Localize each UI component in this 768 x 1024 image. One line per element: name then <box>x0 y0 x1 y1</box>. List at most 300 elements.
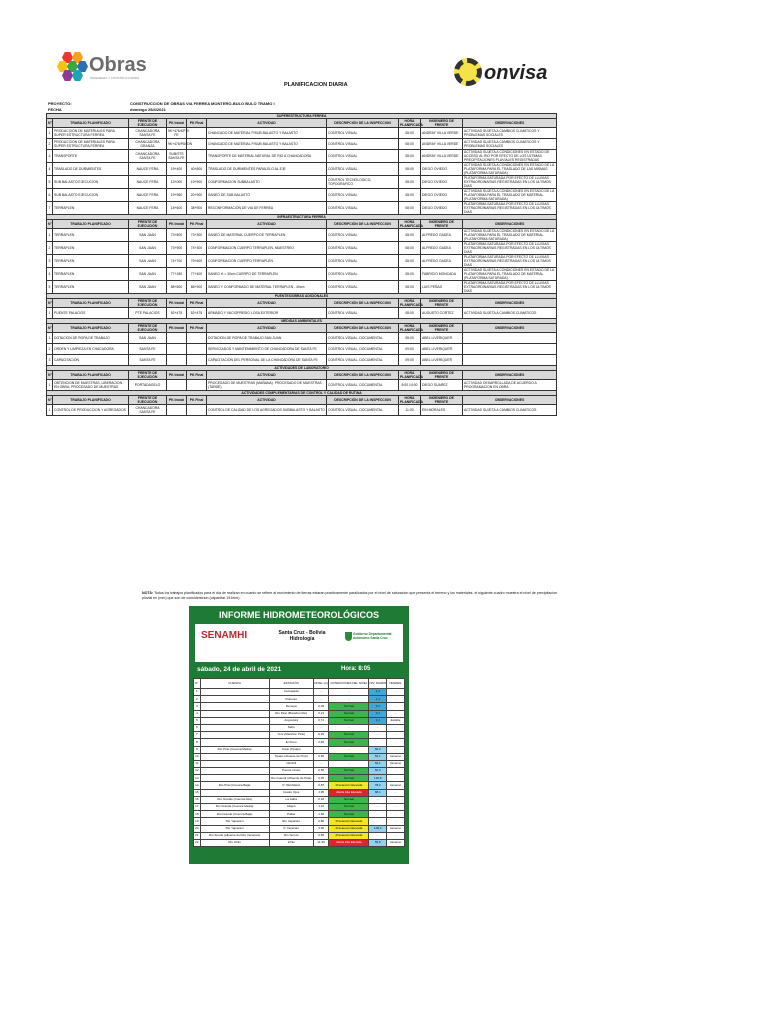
hydro-cell <box>200 732 269 739</box>
table-cell: PLATAFORMA SATURADA POR EFECTO DE LLUVIAS EXTRAORDINARIAS REGISTRADAS EN LOS ULTIMOS DIAS <box>463 281 557 294</box>
table-row <box>47 139 557 150</box>
table-cell: TERRAPLEN <box>53 229 129 242</box>
hydro-row <box>194 696 405 703</box>
table-cell: CONTROL TECNOLOGICO, TOPOGRAFICO <box>327 176 399 189</box>
hydro-cell: ... <box>387 796 405 803</box>
hydro-time-value: 8:05 <box>358 666 371 672</box>
hydro-cell <box>200 696 269 703</box>
table-cell: 2 <box>47 139 53 150</box>
hydro-cell: 0,25 <box>313 732 329 739</box>
column-header: N° <box>47 299 53 308</box>
hydro-column-header: CONDICIONES DEL NIVEL <box>329 679 369 689</box>
hydro-table <box>193 678 405 847</box>
table-cell: LUIS PEÑAS <box>421 281 463 294</box>
table-cell: CONFORMACION SUBBALASTO <box>207 176 327 189</box>
hydro-row <box>194 724 405 731</box>
hydro-cell: Normal <box>329 710 369 717</box>
table-cell: ALFREDO GADEA <box>421 229 463 242</box>
column-header: FRENTE DE EJECUCIÓN <box>129 396 167 405</box>
column-header: OBSERVACIONES <box>463 324 557 333</box>
table-cell: CONTROL VISUAL, DOCUMENTAL <box>327 405 399 416</box>
note-text: Todos los trabajos planificados para el día de realizan en cuanto se refiere al movimiento de tierras estaran practicamente paralizados por el nivel de saturacion que presenta el terreno y los materiales, el siguiente cuadro muestra el nivel de precipitacion pluvial en (mm) que son de consideracion (capacitar 191mm). <box>142 591 557 600</box>
hydro-cell: 88,1 <box>369 789 387 796</box>
hydro-cell: ... <box>369 724 387 731</box>
hydro-row <box>194 818 405 825</box>
hydro-cell: 0,80 <box>313 818 329 825</box>
hydro-cell: ... <box>387 818 405 825</box>
hydro-cell <box>200 710 269 717</box>
hydro-cell: ... <box>387 746 405 753</box>
hydro-cell: 8 <box>194 739 201 746</box>
hydro-row <box>194 804 405 811</box>
hydro-location <box>257 630 347 642</box>
hydro-cell: ... <box>369 732 387 739</box>
table-cell: 73+300 <box>187 229 207 242</box>
table-cell: ABEL LIVERIQUER <box>421 344 463 355</box>
table-cell: 74+300 <box>187 242 207 255</box>
table-row <box>47 176 557 189</box>
table-cell: 88+600 <box>167 281 187 294</box>
hydro-cell: ... <box>369 796 387 803</box>
column-header: INGENIERO DE FRENTE <box>421 324 463 333</box>
table-cell: DOTACION DE ROPA DE TRABAJO SAN JUAN <box>207 333 327 344</box>
hydro-cell: ... <box>369 818 387 825</box>
table-cell: CONTROL VISUAL <box>327 268 399 281</box>
gov-logo-text: Gobierno Departamental Autónomo Santa Cruz <box>353 632 392 640</box>
table-row <box>47 229 557 242</box>
table-header-row <box>47 299 557 308</box>
table-cell: DIEGO OVIEDO <box>421 176 463 189</box>
table-cell: 73+800 <box>167 229 187 242</box>
column-header: TRABAJO PLANIFICADO <box>53 299 129 308</box>
table-cell: 5 <box>47 176 53 189</box>
section-title: ACTIVIDADES COMPLEMENTARIAS DE CONTROL Y CALIDAD DE RUTINA <box>47 391 557 396</box>
table-cell: CONTROL DE PRODUCCION Y AGREGADOS <box>53 405 129 416</box>
table-cell: CONTROL DE CALIDAD DE LOS AGREGADOS SUBBALASTO Y BALASTO <box>207 405 327 416</box>
column-header: ACTIVIDAD <box>207 220 327 229</box>
hydro-cell: 12 <box>194 768 201 775</box>
table-cell: ACTIVIDAD SUJETA A CAMBIOS CLIMATICOS <box>463 405 557 416</box>
hydro-cell <box>200 768 269 775</box>
hydro-cell <box>200 717 269 724</box>
hydro-cell <box>200 689 269 696</box>
column-header: N° <box>47 119 53 128</box>
hydro-cell <box>200 739 269 746</box>
table-cell: 3 <box>47 255 53 268</box>
table-cell: 8:00 14:00 <box>399 380 421 391</box>
table-cell: PLATAFORMA SATURADA POR EFECTO DE LLUVIAS EXTRAORDINARIAS REGISTRADAS EN LOS ULTIMOS DIAS <box>463 202 557 215</box>
column-header: TRABAJO PLANIFICADO <box>53 324 129 333</box>
table-cell: ABEL LIVERIQUER <box>421 333 463 344</box>
hydro-cell: Río Yapacaní <box>269 818 313 825</box>
table-cell: ALFREDO GADEA <box>421 242 463 255</box>
column-header: OBSERVACIONES <box>463 371 557 380</box>
table-cell: ARMADO Y VACIOPRESIO LOSA EXTERIOR <box>207 308 327 319</box>
hydro-row <box>194 739 405 746</box>
table-cell: 08:00 <box>399 229 421 242</box>
table-cell: 08:00 <box>399 139 421 150</box>
table-cell: CHANCADO DE MATERIAL P/SUB BALASTO Y BALASTO <box>207 128 327 139</box>
column-header: FRENTE DE EJECUCIÓN <box>129 371 167 380</box>
hydro-row <box>194 689 405 696</box>
table-cell: 19+900 <box>187 176 207 189</box>
table-cell: PLATAFORMA SATURADA POR EFECTO DE LLUVIAS EXTRAORDINARIAS REGISTRADAS EN LOS ULTIMOS DIAS <box>463 242 557 255</box>
table-cell <box>187 344 207 355</box>
table-cell: 2 <box>47 242 53 255</box>
hydro-cell: 78,2 <box>369 782 387 789</box>
hydro-cell: Yore (Marañon Piraí) <box>269 732 313 739</box>
table-cell: SUB BALASTO EJECUCION <box>53 189 129 202</box>
table-cell: SANEO H = 30cm CUERPO DE TERRAPLEN <box>207 268 327 281</box>
table-cell: CONTROL VISUAL <box>327 281 399 294</box>
hydro-cell: ... <box>313 760 329 767</box>
hydro-cell: ... <box>369 804 387 811</box>
hydro-cell: 60,1 <box>369 760 387 767</box>
column-header: INGENIERO DE FRENTE <box>421 220 463 229</box>
hydro-cell <box>200 753 269 760</box>
table-row <box>47 128 557 139</box>
hydro-cell: Ichilo <box>269 839 313 846</box>
column-header: N° <box>47 220 53 229</box>
table-cell: 1 <box>47 405 53 416</box>
hydro-cell: 3 <box>194 703 201 710</box>
table-cell: CONFORMACION CUERPO TERRAPLEN, MUESTREO <box>207 242 327 255</box>
hydro-cell: Alerta Alta Elevada <box>329 839 369 846</box>
table-row <box>47 308 557 319</box>
hydro-cell: Ascenso <box>387 825 405 832</box>
hydro-cell: Río Piraí (Cuenca Media) <box>200 746 269 753</box>
table-cell <box>463 355 557 366</box>
hydro-row <box>194 825 405 832</box>
hydro-cell: Río Grande (Cuenca Media) <box>200 804 269 811</box>
hydro-cell: ... <box>329 689 369 696</box>
hydro-cell: 4,95 <box>313 789 329 796</box>
table-cell <box>167 380 187 391</box>
table-cell: CONTROL VISUAL, DOCUMENTAL <box>327 333 399 344</box>
hydro-row <box>194 760 405 767</box>
table-cell: 4 <box>47 268 53 281</box>
hydro-cell: Puente Urubo <box>269 768 313 775</box>
hydro-cell: 22 <box>194 839 201 846</box>
table-row <box>47 255 557 268</box>
table-cell: TRASLADO DE DURMIENTES <box>53 163 129 176</box>
column-header: N° <box>47 396 53 405</box>
table-cell: DIEGO SUAREZ <box>421 380 463 391</box>
table-cell: 88+900 <box>187 281 207 294</box>
table-cell: CONFORMACION CUERPO TERRAPLEN <box>207 255 327 268</box>
table-row <box>47 163 557 176</box>
column-header: HORA PLANIFICADA <box>400 119 423 127</box>
hydro-cell: ... <box>387 724 405 731</box>
obras-logo-subtext: INGENIERIA Y CONSTRUCCIONES <box>90 76 140 80</box>
table-header-row <box>47 220 557 229</box>
hydro-cell: Ascenso <box>387 760 405 767</box>
hydro-time-label: Hora: <box>341 666 357 672</box>
column-header: OBSERVACIONES <box>463 396 557 405</box>
table-cell: ACTIVIDAD SUJETA A CONDICIONES EN ESTADO DE LA PLATAFORMA PARA EL TRASLADO DE MATERIAL (PLATAFORMA SATURADA) <box>463 189 557 202</box>
column-header: ACTIVIDAD <box>207 324 327 333</box>
hydro-cell: 1,1 <box>369 689 387 696</box>
hydro-report <box>189 606 409 864</box>
hydro-row <box>194 717 405 724</box>
hydro-cell: ... <box>387 768 405 775</box>
hydro-cell: Alerta Alta Elevada <box>329 789 369 796</box>
table-cell: CONTROL VISUAL, DOCUMENTAL <box>327 344 399 355</box>
column-header: HORA PLANIFICADA <box>400 371 423 379</box>
table-cell: CHANCADORA SANTA FE <box>129 150 167 163</box>
hydro-cell: 1,22 <box>313 804 329 811</box>
table-cell: ACTIVIDAD SUJETA A CONDICIONES EN ESTADO DE LA PLATAFORMA PARA EL TRASLADO DE MATERIAL (PLATAFORMA SATURADA) <box>463 229 557 242</box>
hydro-cell: Río Surutú <box>269 832 313 839</box>
hydro-cell: ... <box>329 724 369 731</box>
column-header: FRENTE DE EJECUCIÓN <box>129 299 167 308</box>
table-cell <box>167 405 187 416</box>
hydro-cell: 11 <box>194 760 201 767</box>
table-cell: OBTENCION DE MUESTRAS, LIBERACION EN OBRA, PROCESADO DE MUESTRAS <box>53 380 129 391</box>
table-cell: CONTROL VISUAL <box>327 255 399 268</box>
table-cell <box>187 128 207 139</box>
table-cell: CONTROL VISUAL <box>327 139 399 150</box>
table-cell <box>187 405 207 416</box>
hydro-cell: Normal <box>329 796 369 803</box>
table-row <box>47 344 557 355</box>
hydro-cell: 11,39 <box>313 839 329 846</box>
hydro-cell: 10 <box>194 753 201 760</box>
hydro-cell: Precaución Elevada <box>329 818 369 825</box>
table-cell: PROCESADO DE MUESTRAS (MAÑANA). PROCESADO DE MUESTRAS (TARDE) <box>207 380 327 391</box>
hydro-cell: Ascenso <box>387 753 405 760</box>
table-cell: 08:00 <box>399 202 421 215</box>
column-header: INGENIERO DE FRENTE <box>421 299 463 308</box>
hydro-cell <box>200 789 269 796</box>
table-cell: PLATAFORMA SATURADA POR EFECTO DE LLUVIAS EXTRAORDINARIAS REGISTRADAS EN LOS ULTIMOS DIAS <box>463 176 557 189</box>
hydro-cell: ... <box>313 746 329 753</box>
table-cell: 08:00 <box>399 333 421 344</box>
table-cell: 3 <box>47 150 53 163</box>
table-cell: 6 <box>47 189 53 202</box>
table-cell: 08:00 <box>399 176 421 189</box>
table-cell: ACTIVIDAD SUJETA A CAMBIOS CLIMATICOS <box>463 308 557 319</box>
column-header: INGENIERO DE FRENTE <box>421 396 463 405</box>
table-row <box>47 242 557 255</box>
hydro-cell: Ascenso <box>387 839 405 846</box>
section-title: ACTIVIDADES DE LABORATORIO <box>47 366 557 371</box>
table-cell: SAN JUAN <box>129 268 167 281</box>
hydro-cell: Normal <box>329 768 369 775</box>
table-cell: 77+400 <box>187 268 207 281</box>
table-cell: 08:00 <box>399 189 421 202</box>
table-cell: 75+600 <box>187 255 207 268</box>
column-header: DESCRIPCIÓN DE LA INSPECCION <box>327 371 399 380</box>
table-row <box>47 380 557 391</box>
hydro-cell: 9 <box>194 746 201 753</box>
table-cell: 74+700 <box>167 255 187 268</box>
hydro-cell <box>200 760 269 767</box>
hydro-row <box>194 796 405 803</box>
hydro-cell: ... <box>387 703 405 710</box>
table-cell: TRANSPORTE DE MATERIAL NATURAL DE RIO A CHANCADORA <box>207 150 327 163</box>
hydro-cell: 0,21 <box>313 710 329 717</box>
hydro-cell <box>200 703 269 710</box>
hydro-cell: ... <box>387 804 405 811</box>
hydro-cell <box>200 724 269 731</box>
hydro-cell: Normal <box>329 811 369 818</box>
table-cell: 20+900 <box>187 189 207 202</box>
column-header: OBSERVACIONES <box>463 299 557 308</box>
table-cell: CHANCADORA GRANZA <box>129 139 167 150</box>
hydro-cell: P. Yapacaní <box>269 825 313 832</box>
table-cell: ACTIVIDAD SUJETA A CONDICIONES EN ESTADO DE ACCESO AL RIO POR EFECTO DE LOS ULTIMAS PRECIPITACIONES PLUVIALES REGISTRADAS <box>463 150 557 163</box>
hydro-cell: ... <box>313 724 329 731</box>
table-cell: PRODUCCION DE MATERIALES PARA SUPER ESTRUCTURA FERREA <box>53 128 129 139</box>
hydro-cell: 0,1 <box>369 710 387 717</box>
table-cell: 08:00 <box>399 268 421 281</box>
column-header: PK Final <box>187 299 207 308</box>
hydro-cell: Pailas <box>269 811 313 818</box>
hydro-cell: ... <box>387 732 405 739</box>
hydro-time <box>341 666 370 672</box>
table-cell: 1 <box>47 128 53 139</box>
table-cell <box>187 150 207 163</box>
planning-table <box>46 113 557 416</box>
column-header: TRABAJO PLANIFICADO <box>53 371 129 380</box>
column-header: PK Final <box>187 371 207 380</box>
table-cell: 08:00 <box>399 128 421 139</box>
hydro-cell: 5 <box>194 717 201 724</box>
page-title: PLANIFICACION DIARIA <box>284 82 348 88</box>
table-cell: ANDRAY VILLA VERDE <box>421 150 463 163</box>
column-header: DESCRIPCIÓN DE LA INSPECCION <box>327 119 399 128</box>
table-cell: 19+400 <box>167 163 187 176</box>
hydro-cell: P. Okinhiland <box>269 782 313 789</box>
convisa-logo <box>450 54 550 96</box>
hydro-cell: ... <box>369 739 387 746</box>
hydro-row <box>194 710 405 717</box>
hydro-cell: ... <box>387 811 405 818</box>
table-cell: 18+600 <box>167 202 187 215</box>
hydro-cell: 60,2 <box>369 746 387 753</box>
table-cell: CONTROL VISUAL <box>327 128 399 139</box>
table-header-row <box>47 324 557 333</box>
table-cell <box>187 355 207 366</box>
hydro-cell: 14 <box>194 782 201 789</box>
column-header: INGENIERO DE FRENTE <box>421 371 463 380</box>
hydro-cell: 19 <box>194 818 201 825</box>
hydro-cell: Precaución Elevada <box>329 825 369 832</box>
table-cell: CONTROL VISUAL <box>327 150 399 163</box>
table-cell: 7 <box>47 202 53 215</box>
hydro-cell: ... <box>313 696 329 703</box>
table-cell: 1 <box>47 229 53 242</box>
note <box>142 591 562 601</box>
shield-icon <box>345 632 352 641</box>
table-cell: CONTROL VISUAL, DOCUMENTAL <box>327 355 399 366</box>
table-cell: 38+900 <box>187 202 207 215</box>
hydro-cell: 59,8 <box>369 839 387 846</box>
table-cell: TRANSPORTE <box>53 150 129 163</box>
hydro-cell: 0,80 <box>313 832 329 839</box>
column-header: PK Final <box>187 119 207 128</box>
table-cell <box>187 333 207 344</box>
table-cell: TERRAPLEN <box>53 202 129 215</box>
hydro-column-header: N° <box>194 679 201 689</box>
hydro-location-city: Santa Cruz - Bolivia <box>278 630 326 636</box>
table-cell: TERRAPLEN <box>53 255 129 268</box>
hydro-cell: ... <box>329 696 369 703</box>
table-cell: ACTIVIDAD SUJETA A CAMBIOS CLIMATICOS Y PROBLEMAS SOCIALES <box>463 139 557 150</box>
obras-logo-text: Obras <box>89 54 147 76</box>
table-cell: CONTROL VISUAL, DOCUMENTAL <box>327 380 399 391</box>
column-header: TRABAJO PLANIFICADO <box>53 119 129 128</box>
table-row <box>47 202 557 215</box>
column-header: DESCRIPCIÓN DE LA INSPECCION <box>327 299 399 308</box>
hydro-row <box>194 811 405 818</box>
table-row <box>47 268 557 281</box>
hydro-column-header: NIV. DIARIO <box>369 679 387 689</box>
hydro-row <box>194 775 405 782</box>
table-cell: CONTROL VISUAL <box>327 308 399 319</box>
table-cell: 77+180 <box>167 268 187 281</box>
table-cell: 52+475 <box>187 308 207 319</box>
hydro-cell: 0,18 <box>313 796 329 803</box>
hydro-cell: Tijuajo (Afuente de Piraí) <box>269 753 313 760</box>
table-cell: CAPACITACION DEL PERSONAL DE LA CHANCADORA DE SANTA FE <box>207 355 327 366</box>
table-cell <box>167 344 187 355</box>
table-cell: DIEGO OVIEDO <box>421 202 463 215</box>
table-cell: 9K+476/PAVON <box>167 139 187 150</box>
hydro-cell: Río Piraí (Marañon Río) <box>269 710 313 717</box>
hydro-cell: 2 <box>194 696 201 703</box>
column-header: PK Inicial <box>167 396 187 405</box>
hydro-row <box>194 832 405 839</box>
table-cell: 08:00 <box>399 281 421 294</box>
column-header: N° <box>47 371 53 380</box>
section-title: MEDIDAS AMBIENTALES <box>47 319 557 324</box>
table-cell: 08:00 <box>399 163 421 176</box>
hydro-row <box>194 753 405 760</box>
hydro-cell: 7,1 <box>369 696 387 703</box>
hydro-cell: 2,1 <box>369 717 387 724</box>
table-cell: ACTIVIDAD DESARROLLADA DE ACUERDO A PROGRAMACION EN OBRA <box>463 380 557 391</box>
column-header: ACTIVIDAD <box>207 119 327 128</box>
table-cell: 2 <box>47 344 53 355</box>
table-cell: CONTROL VISUAL <box>327 202 399 215</box>
column-header: FRENTE DE EJECUCIÓN <box>129 119 167 128</box>
table-cell: SAN JUAN <box>129 333 167 344</box>
column-header: PK Inicial <box>167 324 187 333</box>
table-cell: PORTADAGELO <box>129 380 167 391</box>
table-cell: EIN MORALES <box>421 405 463 416</box>
project-meta <box>48 101 275 113</box>
hydro-cell: 17 <box>194 804 201 811</box>
table-cell: SERVICIADOS Y MANTENIMIENTO DE CHANCADORA DE SANTA FE <box>207 344 327 355</box>
gear-icon <box>454 58 482 86</box>
table-cell: ACTIVIDAD SUJETA A CAMBIOS CLIMATICOS Y PROBLEMAS SOCIALES <box>463 128 557 139</box>
hydro-column-header: NIVEL (m) <box>313 679 329 689</box>
table-cell: ABEL LIVERIQUER <box>421 355 463 366</box>
table-cell: ANDRAY VILLA VERDE <box>421 139 463 150</box>
hydro-cell: 0,50 <box>313 768 329 775</box>
hydro-row <box>194 703 405 710</box>
table-cell: CAPACITACION <box>53 355 129 366</box>
hydro-cell: 130,8 <box>369 775 387 782</box>
hydro-cell: La Jaiba <box>269 796 313 803</box>
hydro-cell: Okinhill <box>269 760 313 767</box>
table-cell: 9K+476/KP70 FE <box>168 129 190 137</box>
column-header: PK Final <box>187 220 207 229</box>
table-cell: SAN JUAN <box>129 242 167 255</box>
table-cell: CHANCADO DE MATERIAL P/SUB BALASTO Y BALASTO <box>207 139 327 150</box>
